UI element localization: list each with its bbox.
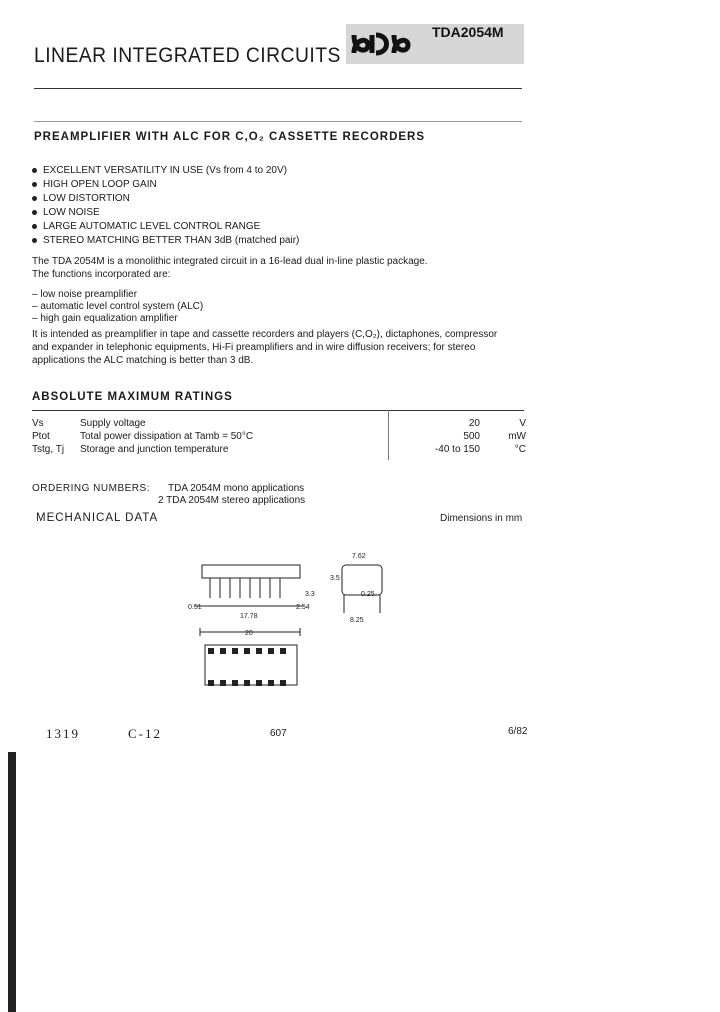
dim-label: 3.3 (305, 591, 315, 598)
footer-code-2: C-12 (128, 726, 162, 741)
function-item: – low noise preamplifier (32, 289, 138, 300)
function-item: – automatic level control system (ALC) (32, 301, 204, 312)
logo-icon (350, 27, 430, 61)
package-side-body (202, 565, 300, 578)
bullet-icon (32, 238, 37, 243)
dim-label: 7.62 (352, 553, 366, 560)
ordering-label: ORDERING NUMBERS: (32, 483, 150, 494)
dim-label: 17.78 (240, 613, 258, 620)
ordering-line: TDA 2054M mono applications (168, 483, 305, 494)
rating-unit: °C (514, 444, 526, 455)
feature-item: LOW DISTORTION (32, 193, 299, 207)
feature-item: LOW NOISE (32, 207, 299, 221)
dim-label: 3.5 (330, 575, 340, 582)
section-divider (34, 121, 522, 122)
dim-label: 0.25 (361, 591, 375, 598)
rating-param: Supply voltage (80, 418, 146, 429)
usage-line: It is intended as preamplifier in tape and cassette recorders and players (C,O₂), dictaphones, compressor (32, 329, 498, 340)
scan-edge-artifact (8, 752, 16, 1012)
header-divider (34, 88, 522, 89)
ratings-heading: ABSOLUTE MAXIMUM RATINGS (32, 391, 233, 403)
rating-value: 20 (468, 418, 480, 429)
rating-unit: V (519, 418, 526, 429)
usage-line: and expander in telephonic equipments, Hi-Fi preamplifiers and in wire diffusion receivers; for stereo (32, 342, 476, 353)
part-number: TDA2054M (432, 24, 504, 40)
page-number: 607 (270, 728, 287, 739)
package-drawing (180, 540, 410, 700)
document-heading: PREAMPLIFIER WITH ALC FOR C,O₂ CASSETTE RECORDERS (34, 131, 426, 143)
package-pins (210, 578, 280, 598)
feature-item: STEREO MATCHING BETTER THAN 3dB (matched pair) (32, 235, 299, 249)
mechanical-heading: MECHANICAL DATA (36, 512, 159, 524)
rating-value: 500 (463, 431, 480, 442)
function-item: – high gain equalization amplifier (32, 313, 178, 324)
feature-item: LARGE AUTOMATIC LEVEL CONTROL RANGE (32, 221, 299, 235)
feature-item: HIGH OPEN LOOP GAIN (32, 179, 299, 193)
rating-unit: mW (508, 431, 526, 442)
dim-label: 2.54 (296, 604, 310, 611)
feature-item: EXCELLENT VERSATILITY IN USE (Vs from 4 to 20V) (32, 165, 299, 179)
rating-value: -40 to 150 (434, 444, 480, 455)
bullet-icon (32, 182, 37, 187)
dim-label: 8.25 (350, 617, 364, 624)
issue-date: 6/82 (508, 726, 528, 737)
footer-code-1: 1319 (46, 726, 80, 741)
usage-line: applications the ALC matching is better than 3 dB. (32, 355, 254, 366)
ordering-line: 2 TDA 2054M stereo applications (158, 495, 306, 506)
description-intro: The TDA 2054M is a monolithic integrated circuit in a 16-lead dual in-line plastic package. (32, 256, 428, 267)
rating-symbol: Vs (32, 418, 44, 429)
rating-param: Total power dissipation at Tamb = 50°C (80, 431, 254, 442)
document-category-title: LINEAR INTEGRATED CIRCUITS (34, 44, 341, 67)
rating-symbol: Tstg, Tj (32, 444, 65, 455)
bullet-icon (32, 224, 37, 229)
dimensions-note: Dimensions in mm (440, 513, 523, 524)
dim-label: 20 (245, 630, 253, 637)
rating-param: Storage and junction temperature (80, 444, 229, 455)
ratings-top-rule (32, 410, 524, 411)
ratings-column-divider (388, 410, 389, 460)
dim-label: 0.51 (188, 604, 202, 611)
bullet-icon (32, 210, 37, 215)
rating-symbol: Ptot (32, 431, 50, 442)
functions-label: The functions incorporated are: (32, 269, 171, 280)
feature-list (32, 165, 299, 249)
bullet-icon (32, 196, 37, 201)
bullet-icon (32, 168, 37, 173)
